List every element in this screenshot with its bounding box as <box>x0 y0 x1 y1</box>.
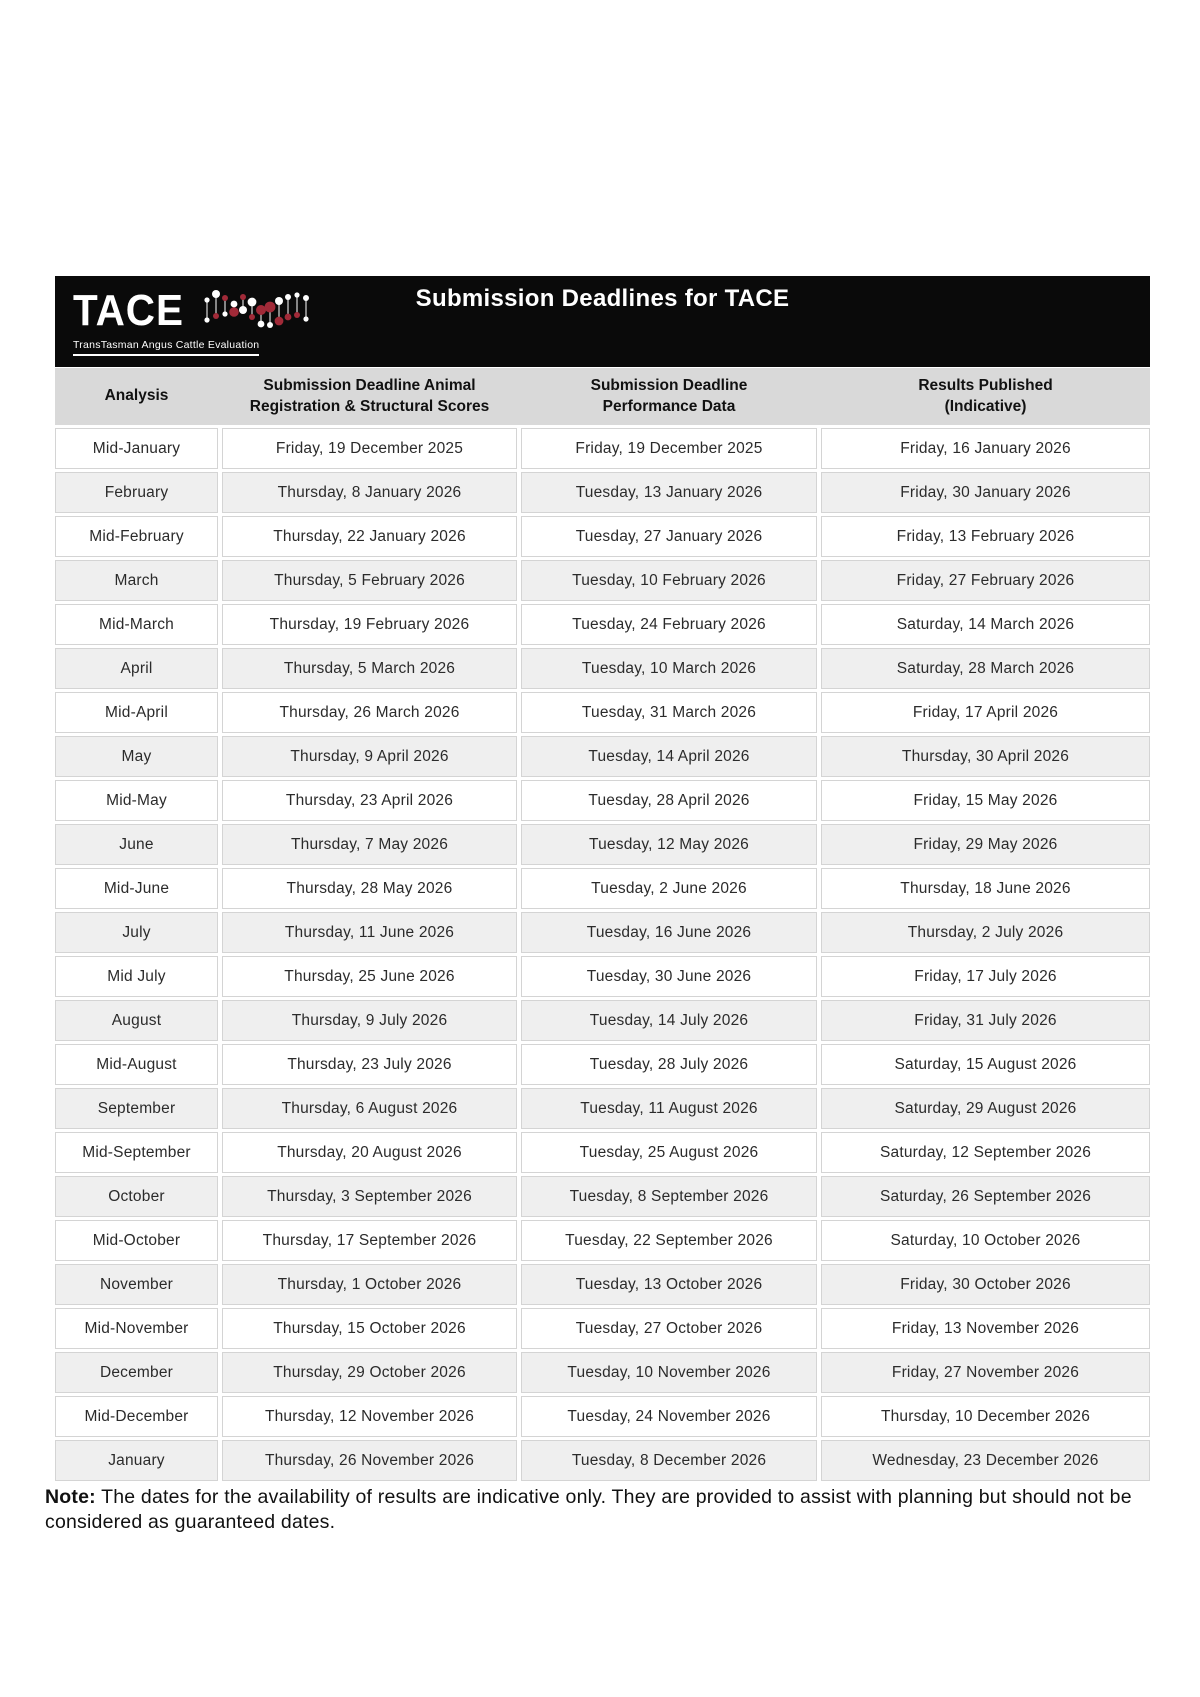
performance-deadline-cell: Tuesday, 14 July 2026 <box>521 1000 817 1041</box>
page-title: Submission Deadlines for TACE <box>415 285 790 312</box>
results-published-cell: Saturday, 15 August 2026 <box>821 1044 1150 1085</box>
results-published-cell: Thursday, 2 July 2026 <box>821 912 1150 953</box>
performance-deadline-cell: Tuesday, 27 January 2026 <box>521 516 817 557</box>
table-row <box>55 780 1150 821</box>
registration-deadline-cell: Thursday, 22 January 2026 <box>222 516 517 557</box>
results-published-cell: Friday, 31 July 2026 <box>821 1000 1150 1041</box>
analysis-cell: Mid-August <box>55 1044 218 1085</box>
results-published-cell: Saturday, 12 September 2026 <box>821 1132 1150 1173</box>
performance-deadline-cell: Tuesday, 10 November 2026 <box>521 1352 817 1393</box>
results-published-cell: Friday, 30 October 2026 <box>821 1264 1150 1305</box>
results-published-cell: Thursday, 18 June 2026 <box>821 868 1150 909</box>
performance-deadline-cell: Tuesday, 31 March 2026 <box>521 692 817 733</box>
performance-deadline-cell: Tuesday, 16 June 2026 <box>521 912 817 953</box>
performance-deadline-cell: Tuesday, 12 May 2026 <box>521 824 817 865</box>
performance-deadline-cell: Tuesday, 10 March 2026 <box>521 648 817 689</box>
table-row <box>55 604 1150 645</box>
results-published-cell: Friday, 27 February 2026 <box>821 560 1150 601</box>
performance-deadline-cell: Tuesday, 10 February 2026 <box>521 560 817 601</box>
registration-deadline-cell: Thursday, 19 February 2026 <box>222 604 517 645</box>
deadlines-sheet <box>55 276 1150 1481</box>
registration-deadline-cell: Thursday, 23 April 2026 <box>222 780 517 821</box>
table-row <box>55 560 1150 601</box>
table-row <box>55 1264 1150 1305</box>
results-published-cell: Friday, 30 January 2026 <box>821 472 1150 513</box>
analysis-cell: Mid-February <box>55 516 218 557</box>
analysis-cell: Mid-April <box>55 692 218 733</box>
results-published-cell: Friday, 17 April 2026 <box>821 692 1150 733</box>
registration-deadline-cell: Thursday, 9 April 2026 <box>222 736 517 777</box>
registration-deadline-cell: Thursday, 25 June 2026 <box>222 956 517 997</box>
table-header-row <box>55 368 1150 425</box>
analysis-cell: Mid-June <box>55 868 218 909</box>
registration-deadline-cell: Thursday, 26 March 2026 <box>222 692 517 733</box>
table-row <box>55 1000 1150 1041</box>
registration-deadline-cell: Thursday, 9 July 2026 <box>222 1000 517 1041</box>
analysis-cell: December <box>55 1352 218 1393</box>
results-published-cell: Saturday, 10 October 2026 <box>821 1220 1150 1261</box>
registration-deadline-cell: Thursday, 20 August 2026 <box>222 1132 517 1173</box>
analysis-cell: Mid-January <box>55 428 218 469</box>
registration-deadline-cell: Friday, 19 December 2025 <box>222 428 517 469</box>
registration-deadline-cell: Thursday, 3 September 2026 <box>222 1176 517 1217</box>
table-row <box>55 1132 1150 1173</box>
performance-deadline-cell: Friday, 19 December 2025 <box>521 428 817 469</box>
column-header-results-published: Results Published (Indicative) <box>918 376 1053 415</box>
table-row <box>55 1352 1150 1393</box>
registration-deadline-cell: Thursday, 23 July 2026 <box>222 1044 517 1085</box>
tace-logo-acronym: TACE <box>73 286 184 335</box>
table-row <box>55 1176 1150 1217</box>
analysis-cell: September <box>55 1088 218 1129</box>
analysis-cell: Mid July <box>55 956 218 997</box>
performance-deadline-cell: Tuesday, 8 December 2026 <box>521 1440 817 1481</box>
registration-deadline-cell: Thursday, 8 January 2026 <box>222 472 517 513</box>
performance-deadline-cell: Tuesday, 24 February 2026 <box>521 604 817 645</box>
results-published-cell: Friday, 13 February 2026 <box>821 516 1150 557</box>
tace-logo-tagline: TransTasman Angus Cattle Evaluation <box>73 339 259 356</box>
analysis-cell: Mid-March <box>55 604 218 645</box>
analysis-cell: July <box>55 912 218 953</box>
analysis-cell: November <box>55 1264 218 1305</box>
registration-deadline-cell: Thursday, 17 September 2026 <box>222 1220 517 1261</box>
table-row <box>55 692 1150 733</box>
analysis-cell: June <box>55 824 218 865</box>
analysis-cell: Mid-May <box>55 780 218 821</box>
note-text: The dates for the availability of results are indicative only. They are provided to assist with planning but should not be considered as guaranteed dates. <box>45 1486 1132 1534</box>
performance-deadline-cell: Tuesday, 14 April 2026 <box>521 736 817 777</box>
registration-deadline-cell: Thursday, 28 May 2026 <box>222 868 517 909</box>
results-published-cell: Friday, 13 November 2026 <box>821 1308 1150 1349</box>
analysis-cell: February <box>55 472 218 513</box>
analysis-cell: October <box>55 1176 218 1217</box>
deadlines-table-body <box>55 428 1150 1481</box>
table-row <box>55 472 1150 513</box>
indicative-dates-note <box>45 1485 1163 1536</box>
registration-deadline-cell: Thursday, 29 October 2026 <box>222 1352 517 1393</box>
analysis-cell: March <box>55 560 218 601</box>
analysis-cell: August <box>55 1000 218 1041</box>
analysis-cell: January <box>55 1440 218 1481</box>
header-banner <box>55 276 1150 367</box>
registration-deadline-cell: Thursday, 15 October 2026 <box>222 1308 517 1349</box>
results-published-cell: Thursday, 10 December 2026 <box>821 1396 1150 1437</box>
results-published-cell: Saturday, 29 August 2026 <box>821 1088 1150 1129</box>
analysis-cell: Mid-December <box>55 1396 218 1437</box>
table-row <box>55 1440 1150 1481</box>
registration-deadline-cell: Thursday, 6 August 2026 <box>222 1088 517 1129</box>
performance-deadline-cell: Tuesday, 28 April 2026 <box>521 780 817 821</box>
column-header-analysis: Analysis <box>104 387 169 405</box>
column-header-registration-deadline: Submission Deadline Animal Registration & Structural Scores <box>249 376 490 415</box>
performance-deadline-cell: Tuesday, 11 August 2026 <box>521 1088 817 1129</box>
table-row <box>55 1044 1150 1085</box>
results-published-cell: Saturday, 14 March 2026 <box>821 604 1150 645</box>
analysis-cell: May <box>55 736 218 777</box>
table-row <box>55 648 1150 689</box>
results-published-cell: Saturday, 28 March 2026 <box>821 648 1150 689</box>
results-published-cell: Thursday, 30 April 2026 <box>821 736 1150 777</box>
column-header-performance-deadline: Submission Deadline Performance Data <box>590 376 748 415</box>
registration-deadline-cell: Thursday, 5 February 2026 <box>222 560 517 601</box>
table-row <box>55 1396 1150 1437</box>
analysis-cell: Mid-October <box>55 1220 218 1261</box>
registration-deadline-cell: Thursday, 26 November 2026 <box>222 1440 517 1481</box>
registration-deadline-cell: Thursday, 5 March 2026 <box>222 648 517 689</box>
performance-deadline-cell: Tuesday, 27 October 2026 <box>521 1308 817 1349</box>
registration-deadline-cell: Thursday, 7 May 2026 <box>222 824 517 865</box>
performance-deadline-cell: Tuesday, 24 November 2026 <box>521 1396 817 1437</box>
results-published-cell: Wednesday, 23 December 2026 <box>821 1440 1150 1481</box>
registration-deadline-cell: Thursday, 1 October 2026 <box>222 1264 517 1305</box>
results-published-cell: Friday, 29 May 2026 <box>821 824 1150 865</box>
table-row <box>55 1220 1150 1261</box>
note-label: Note: <box>45 1486 96 1508</box>
table-row <box>55 428 1150 469</box>
table-row <box>55 824 1150 865</box>
table-row <box>55 1308 1150 1349</box>
analysis-cell: April <box>55 648 218 689</box>
results-published-cell: Friday, 27 November 2026 <box>821 1352 1150 1393</box>
results-published-cell: Friday, 17 July 2026 <box>821 956 1150 997</box>
results-published-cell: Friday, 15 May 2026 <box>821 780 1150 821</box>
performance-deadline-cell: Tuesday, 8 September 2026 <box>521 1176 817 1217</box>
registration-deadline-cell: Thursday, 12 November 2026 <box>222 1396 517 1437</box>
results-published-cell: Saturday, 26 September 2026 <box>821 1176 1150 1217</box>
table-row <box>55 1088 1150 1129</box>
table-row <box>55 912 1150 953</box>
performance-deadline-cell: Tuesday, 22 September 2026 <box>521 1220 817 1261</box>
table-row <box>55 868 1150 909</box>
performance-deadline-cell: Tuesday, 30 June 2026 <box>521 956 817 997</box>
performance-deadline-cell: Tuesday, 25 August 2026 <box>521 1132 817 1173</box>
registration-deadline-cell: Thursday, 11 June 2026 <box>222 912 517 953</box>
table-row <box>55 736 1150 777</box>
analysis-cell: Mid-September <box>55 1132 218 1173</box>
table-row <box>55 956 1150 997</box>
performance-deadline-cell: Tuesday, 13 January 2026 <box>521 472 817 513</box>
performance-deadline-cell: Tuesday, 2 June 2026 <box>521 868 817 909</box>
analysis-cell: Mid-November <box>55 1308 218 1349</box>
results-published-cell: Friday, 16 January 2026 <box>821 428 1150 469</box>
performance-deadline-cell: Tuesday, 28 July 2026 <box>521 1044 817 1085</box>
table-row <box>55 516 1150 557</box>
performance-deadline-cell: Tuesday, 13 October 2026 <box>521 1264 817 1305</box>
